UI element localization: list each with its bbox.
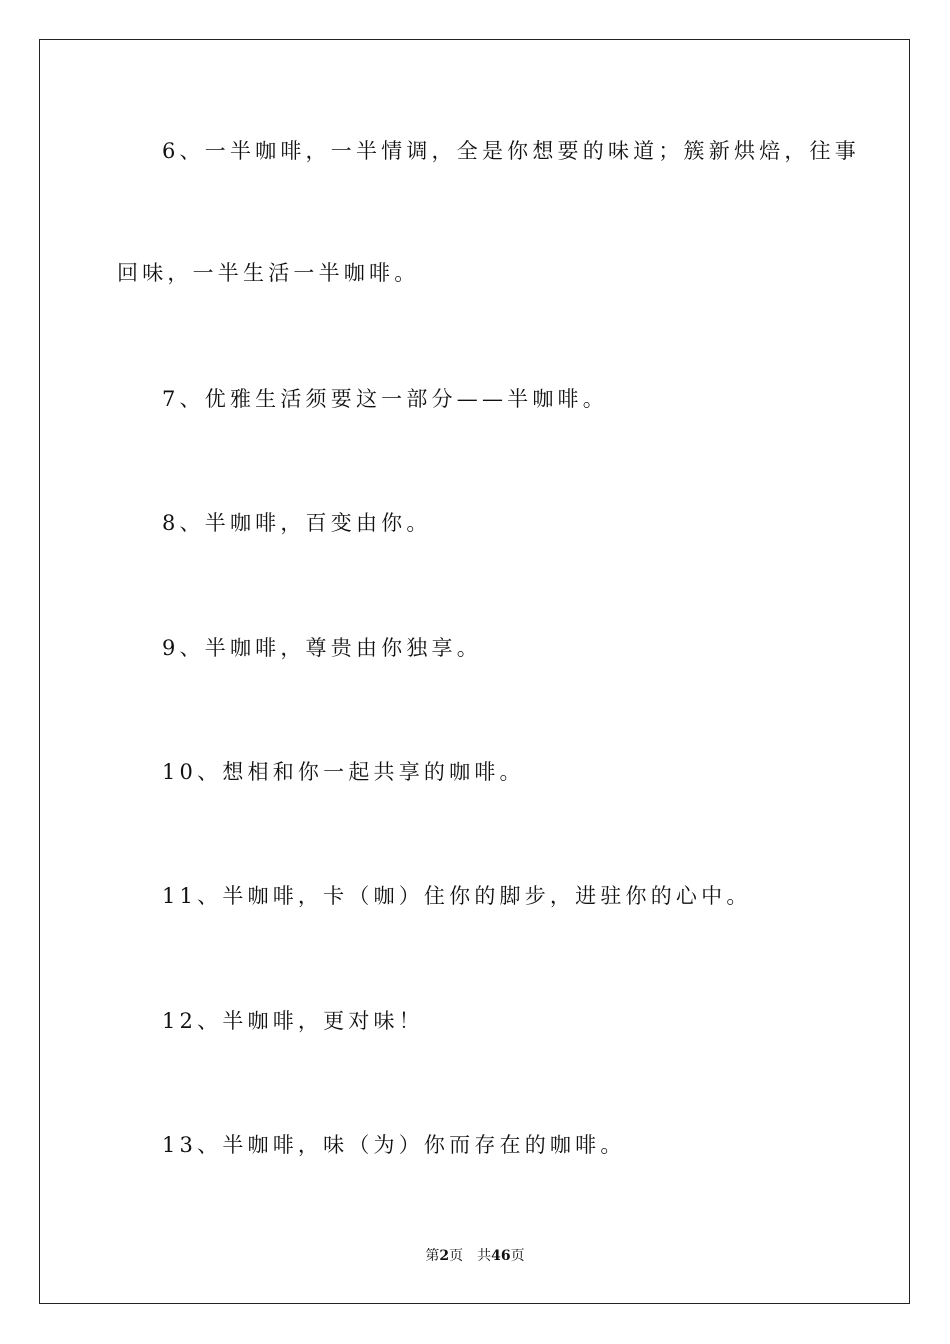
page-number: 2	[439, 1248, 450, 1264]
text-line-item-13: 13、半咖啡，味（为）你而存在的咖啡。	[162, 1133, 626, 1157]
page-footer	[0, 1246, 950, 1266]
text-line-item-8: 8、半咖啡，百变由你。	[162, 511, 432, 535]
text-line-item-7: 7、优雅生活须要这一部分——半咖啡。	[162, 387, 608, 411]
total-prefix: 共	[477, 1248, 492, 1264]
page-prefix: 第	[425, 1248, 440, 1264]
text-line-item-11: 11、半咖啡，卡（咖）住你的脚步，进驻你的心中。	[162, 884, 752, 908]
text-line-item-12: 12、半咖啡，更对味！	[162, 1009, 424, 1033]
text-line-item-6: 6、一半咖啡，一半情调，全是你想要的味道；簇新烘焙，往事	[162, 139, 860, 163]
total-suffix: 页	[510, 1248, 525, 1264]
page-frame	[39, 39, 910, 1304]
text-line-item-9: 9、半咖啡，尊贵由你独享。	[162, 636, 482, 660]
page-suffix: 页	[449, 1248, 464, 1264]
text-line-item-6-continued: 回味，一半生活一半咖啡。	[117, 261, 420, 285]
total-pages: 46	[491, 1248, 511, 1264]
text-line-item-10: 10、想相和你一起共享的咖啡。	[162, 760, 525, 784]
